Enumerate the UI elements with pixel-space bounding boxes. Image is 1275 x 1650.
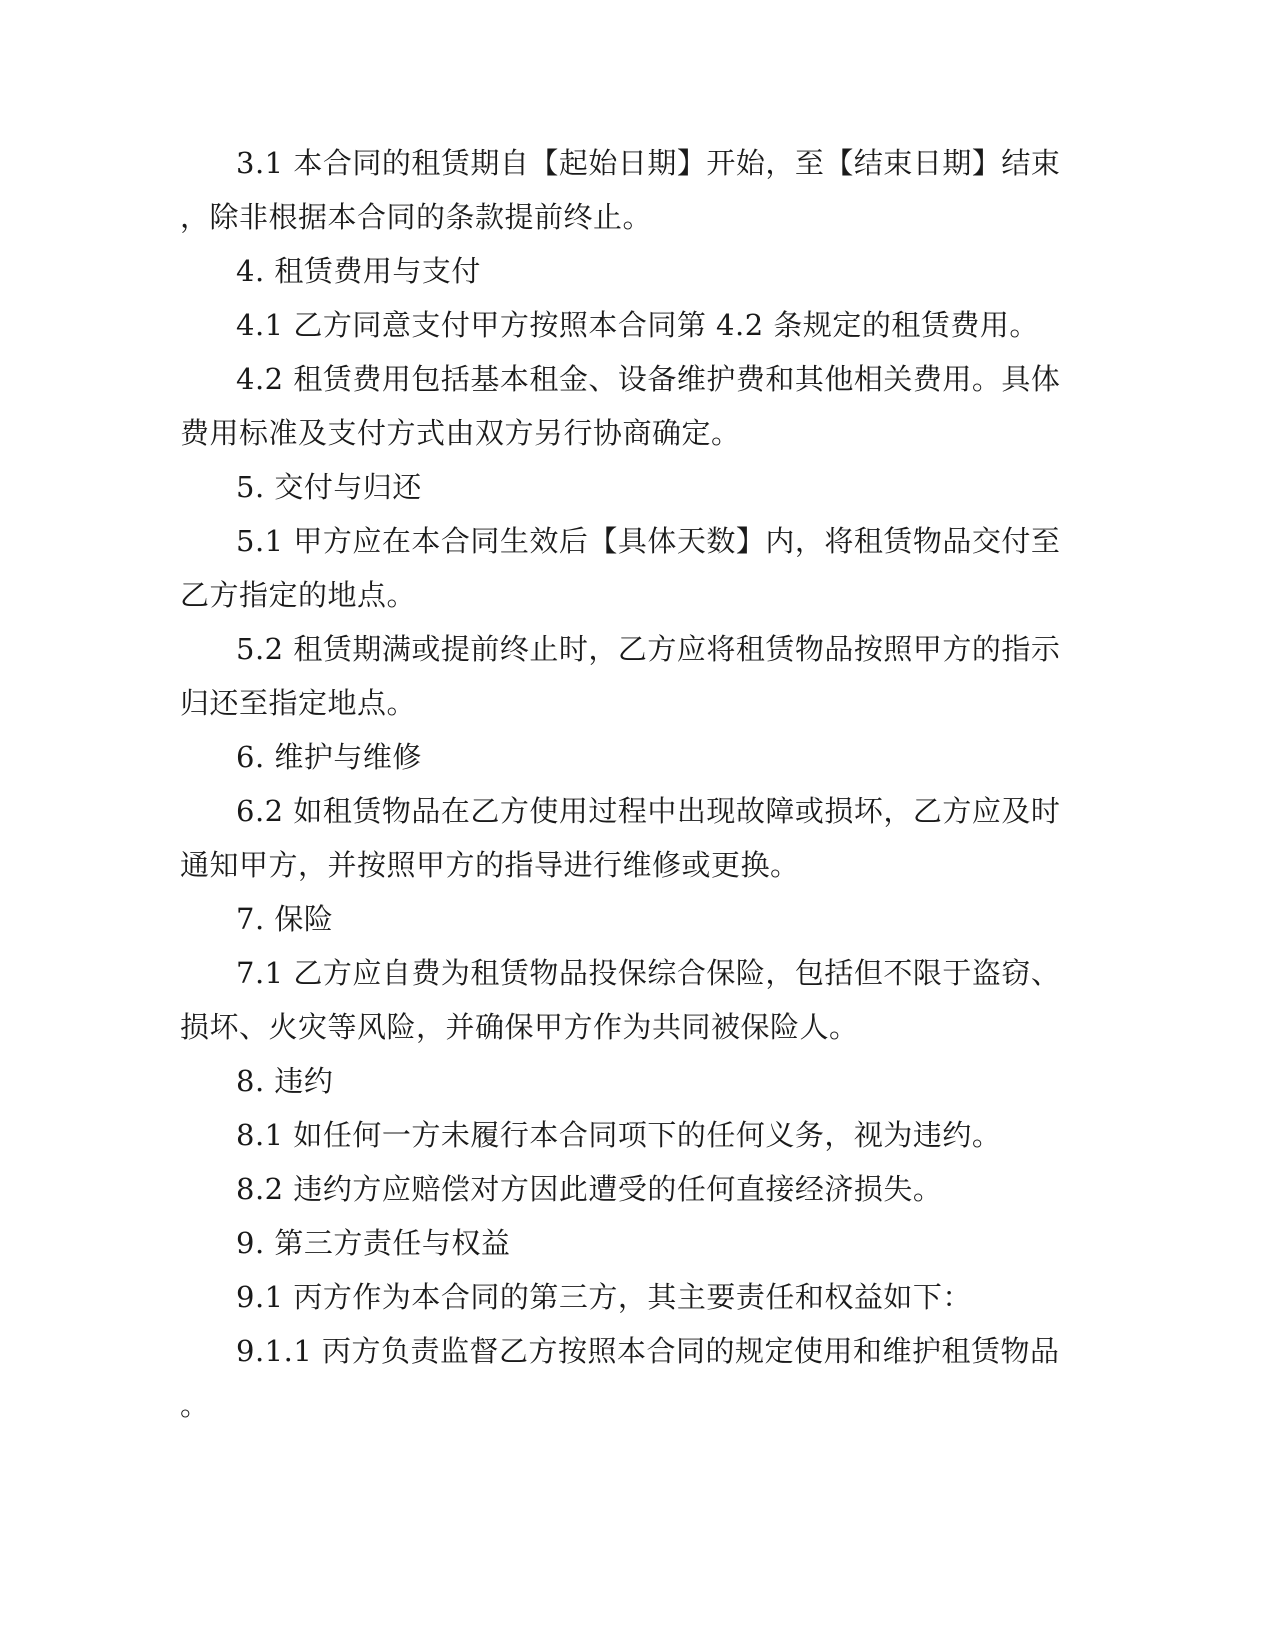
section-8-heading: 8. 违约 [236, 1064, 334, 1098]
section-4-heading: 4. 租赁费用与支付 [236, 254, 481, 288]
clause-6-2-line-1: 6.2 如租赁物品在乙方使用过程中出现故障或损坏，乙方应及时 [236, 794, 1061, 828]
clause-3-1-line-2: ，除非根据本合同的条款提前终止。 [180, 200, 653, 234]
clause-9-1-1-line-1: 9.1.1 丙方负责监督乙方按照本合同的规定使用和维护租赁物品 [236, 1334, 1060, 1368]
clause-9-1-1-line-2: 。 [180, 1388, 210, 1422]
clause-4-1: 4.1 乙方同意支付甲方按照本合同第 4.2 条规定的租赁费用。 [236, 308, 1039, 342]
clause-7-1-line-2: 损坏、火灾等风险，并确保甲方作为共同被保险人。 [180, 1010, 859, 1044]
document-body [180, 136, 1061, 1432]
clause-4-2-line-1: 4.2 租赁费用包括基本租金、设备维护费和其他相关费用。具体 [236, 362, 1061, 396]
clause-5-1-line-2: 乙方指定的地点。 [180, 578, 417, 612]
clause-7-1-line-1: 7.1 乙方应自费为租赁物品投保综合保险，包括但不限于盗窃、 [236, 956, 1061, 990]
clause-4-2-line-2: 费用标准及支付方式由双方另行协商确定。 [180, 416, 741, 450]
section-9-heading: 9. 第三方责任与权益 [236, 1226, 511, 1260]
clause-6-2-line-2: 通知甲方，并按照甲方的指导进行维修或更换。 [180, 848, 800, 882]
clause-5-2-line-2: 归还至指定地点。 [180, 686, 417, 720]
clause-9-1: 9.1 丙方作为本合同的第三方，其主要责任和权益如下： [236, 1280, 972, 1314]
section-7-heading: 7. 保险 [236, 902, 334, 936]
clause-5-1-line-1: 5.1 甲方应在本合同生效后【具体天数】内，将租赁物品交付至 [236, 524, 1061, 558]
clause-8-2: 8.2 违约方应赔偿对方因此遭受的任何直接经济损失。 [236, 1172, 943, 1206]
clause-3-1-line-1: 3.1 本合同的租赁期自【起始日期】开始，至【结束日期】结束 [236, 146, 1061, 180]
clause-8-1: 8.1 如任何一方未履行本合同项下的任何义务，视为违约。 [236, 1118, 1002, 1152]
section-5-heading: 5. 交付与归还 [236, 470, 422, 504]
clause-5-2-line-1: 5.2 租赁期满或提前终止时，乙方应将租赁物品按照甲方的指示 [236, 632, 1061, 666]
section-6-heading: 6. 维护与维修 [236, 740, 422, 774]
